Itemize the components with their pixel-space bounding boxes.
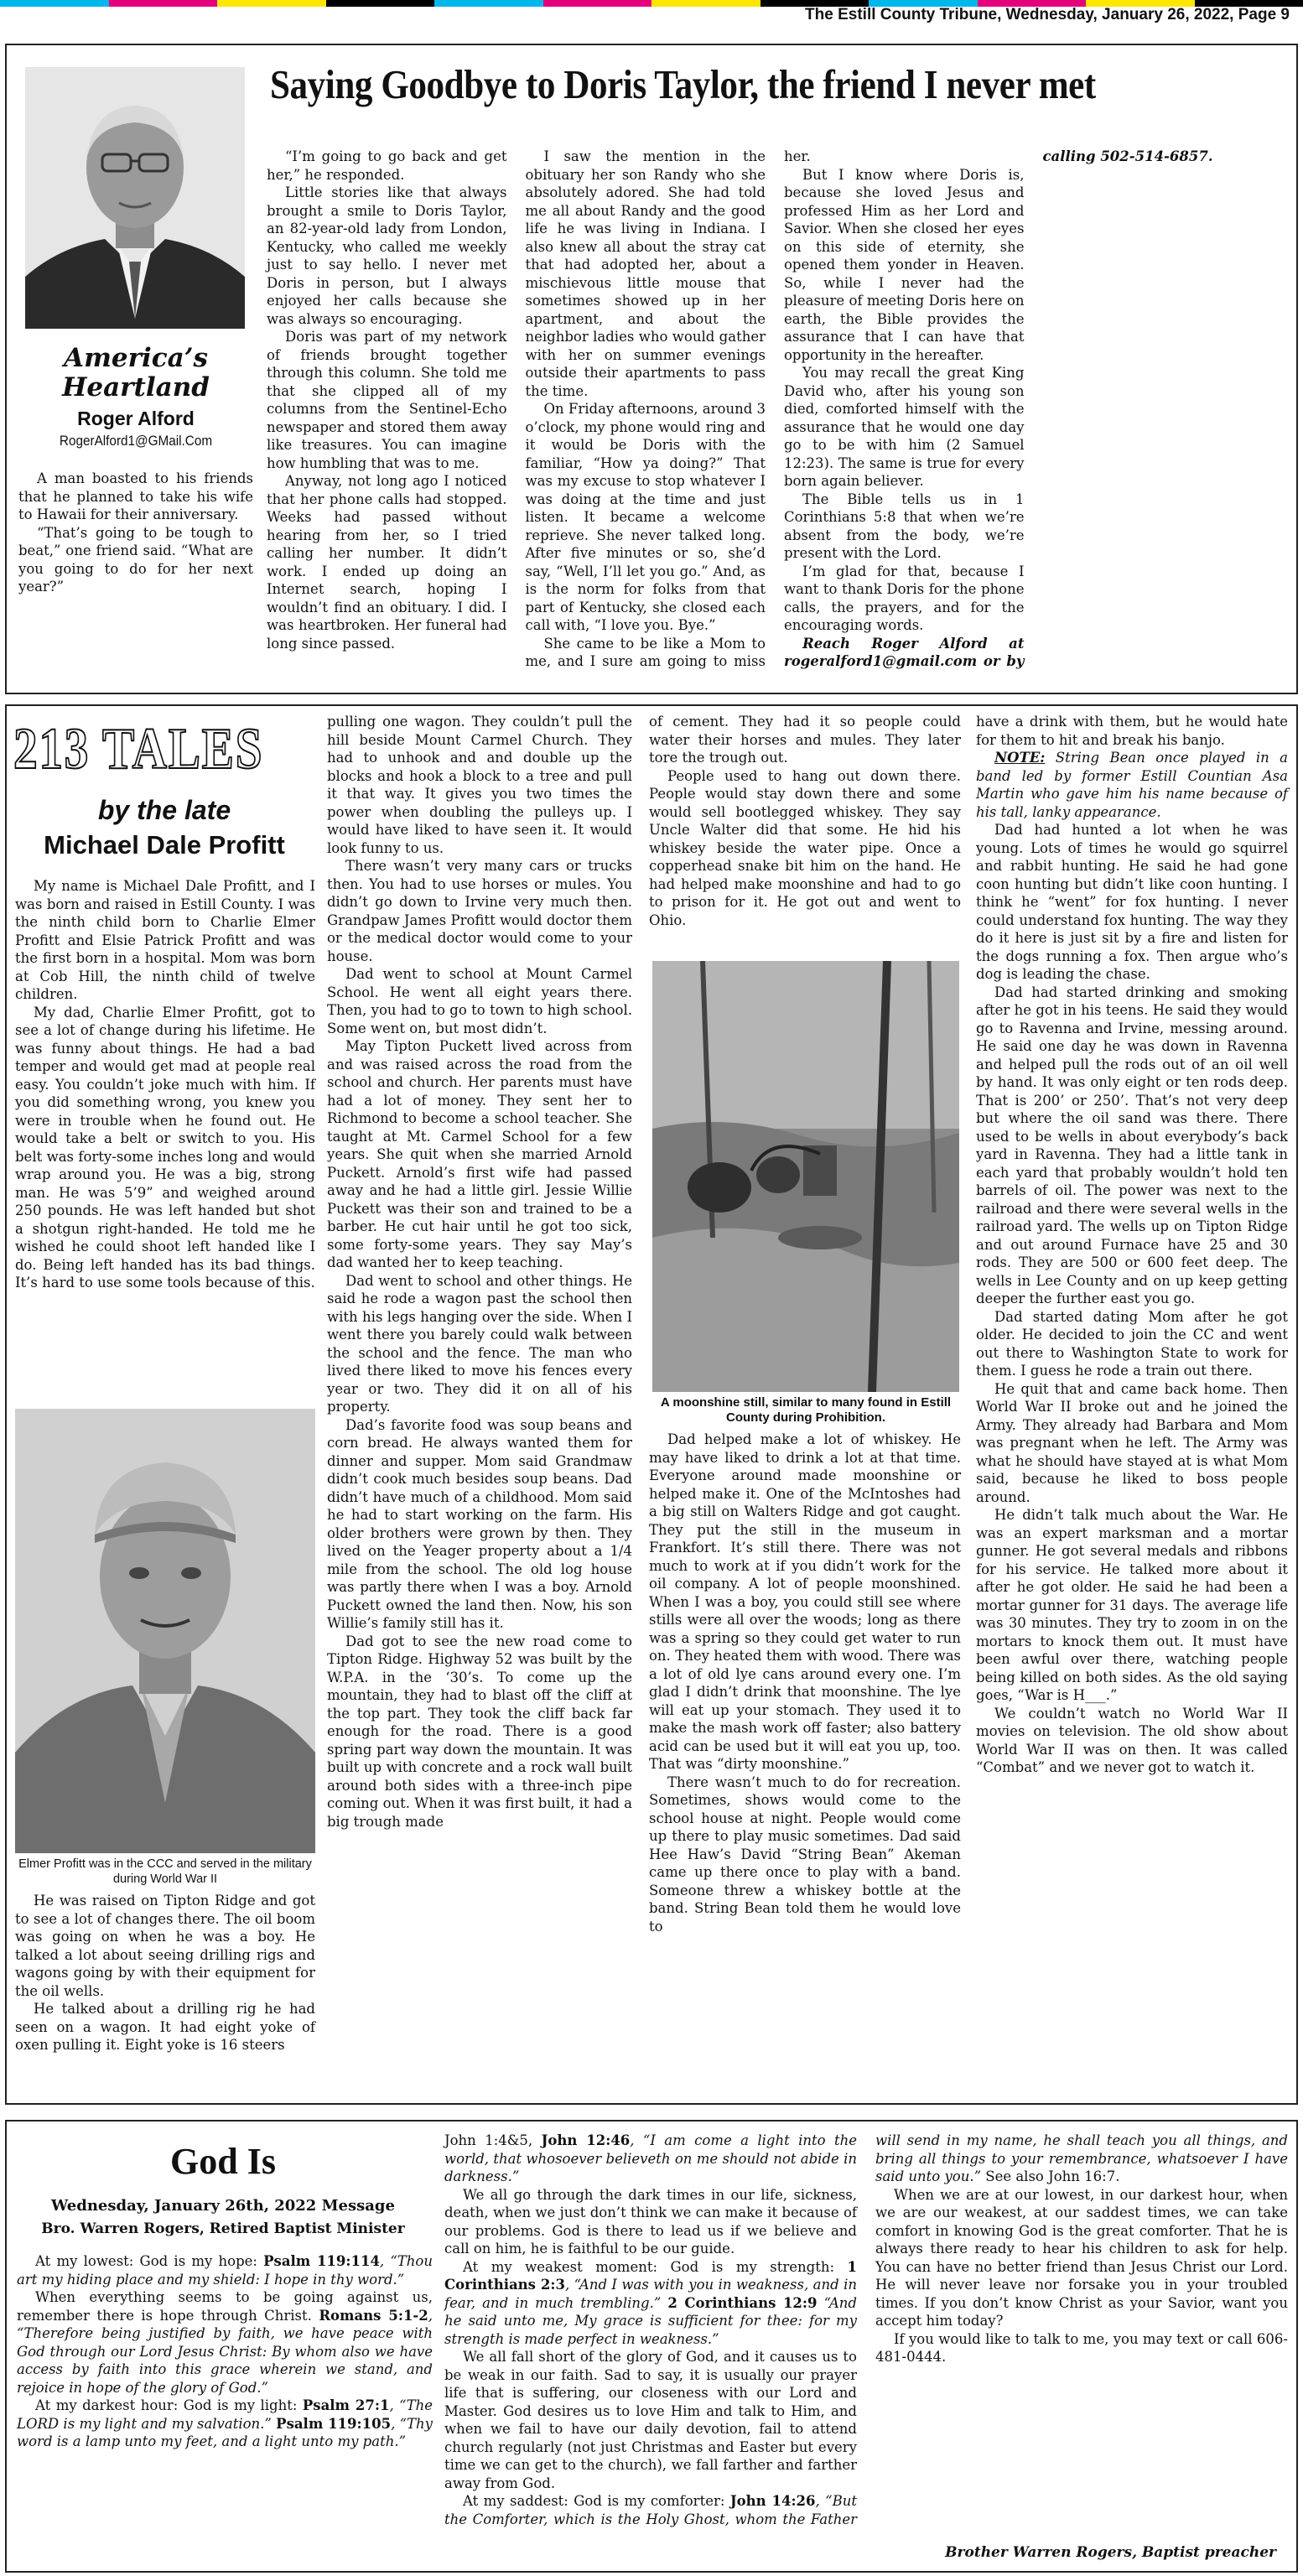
text: At my lowest: God is my hope:: [35, 2253, 264, 2269]
paragraph: We couldn’t watch no World War II movies on television. The old show about World War II was on then. It was called “Combat” and we never got to watch it.: [976, 1705, 1288, 1775]
paragraph: There wasn’t very many cars or trucks then. You had to use horses or mules. You didn’t go down to Irvine very much then. Grandpaw James Profitt would doctor them or the medical doctor would come to your house.: [327, 858, 632, 964]
god-is-right-cols: [444, 2132, 1288, 2542]
author-name: Roger Alford: [77, 408, 195, 429]
scripture-ref: John 14:26: [729, 2493, 816, 2509]
paragraph: There wasn’t much to do for recreation. Sometimes, shows would come to the school house at night. People would come up there to play music sometimes. Dad said Hee Haw’s David “String Bean” Akeman came up there once to play with a band. Someone threw a whiskey bottle at the band. String Bean told them he would love to: [649, 1774, 961, 1935]
god-is-title: God Is: [170, 2141, 276, 2182]
registration-swatch: [217, 0, 326, 7]
paragraph: My dad, Charlie Elmer Profitt, got to see a lot of change during his lifetime. He was funny about things. He had a bad temper and would get mad at people real easy. You couldn’t joke much with him. If you did something wrong, you knew you were in trouble when he found out. He would take a belt or switch to you. His belt was forty-some inches long and would wrap around you. He was a big, strong man. He was 5’9” and weighed around 250 pounds. He was left handed but shot a shotgun right-handed. He told me he wished he could shoot left handed like I do. Being left handed has its bad things. It’s hard to use some tools because of this.: [15, 1004, 315, 1291]
scripture-ref: 2 Corinthians 12:9: [667, 2294, 818, 2311]
registration-swatch: [434, 0, 543, 7]
paragraph: Dad had hunted a lot when he was young. Lots of times he would go squirrel and rabbit hunting. He said he had gone coon hunting but didn’t like coon hunting. I think he “went” for fox hunting. I never could understand fox hunting. The way they do it here is just sit by a fire and listen for the dogs running a fox. Then argue who’s dog is leading the chase.: [976, 822, 1288, 982]
text: See also John 16:7.: [981, 2168, 1120, 2184]
paragraph: The Bible tells us in 1 Corinthians 5:8 that when we’re absent from the body, we’re present with the Lord.: [784, 491, 1025, 561]
scripture-ref: Psalm 119:114: [263, 2253, 380, 2269]
paragraph: But I know where Doris is, because she loved Jesus and professed Him as her Lord and Savior. When she closed her eyes on this side of eternity, she opened them yonder in Heaven. So, while I never had the pleasure of meeting Doris here on earth, the Bible provides the assurance that I can have that opportunity in the hereafter.: [784, 166, 1025, 363]
paragraph: Anyway, not long ago I noticed that her phone calls had stopped. Weeks had passed without hearing from her, so I tried calling her number. It didn’t work. I ended up doing an Internet search, hoping I wouldn’t find an obituary. I did. I was heartbroken. Her funeral had long since passed.: [267, 473, 507, 652]
scripture-quote: , “I am come a light into the world, that whosoever believeth on me should not abide in darkness.”: [444, 2132, 857, 2184]
paragraph: “That’s going to be tough to beat,” one friend said. “What are you going to do for her next year?”: [18, 524, 253, 595]
column-name-line2: Heartland: [62, 372, 210, 402]
paragraph: When we are at our lowest, in our darkest hour, when we are our weakest, at our saddest times, we can take comfort in knowing God is the great comforter. That he is always there ready to hear his children to ask for help. You can have no better friend than Jesus Christ our Lord. He will never leave nor forsake you in your troubled times. If you don’t know Christ as your Savior, want you accept him today?: [875, 2186, 1288, 2329]
page-header-text: The Estill County Tribune, Wednesday, January 26, 2022, Page 9: [805, 6, 1290, 23]
tales-byline-prefix: by the late: [97, 795, 231, 825]
text: At my weakest moment: God is my strength:: [463, 2258, 848, 2275]
god-is-left-col: [17, 2252, 433, 2564]
scripture-ref: Romans 5:1-2: [319, 2307, 428, 2324]
scripture-quote: , “But the Comforter, which is the Holy Ghost, whom the Father will send in my name, he shall teach you all things, and bring all things to your remembrance, whatsoever I have said unto you.”: [444, 2132, 1288, 2527]
text: When everything seems to be going against us, remember there is hope through Christ.: [17, 2289, 433, 2324]
soldier-portrait-image: [15, 1409, 315, 1853]
column-name: [18, 344, 253, 402]
paragraph: “I’m going to go back and get her,” he responded.: [267, 148, 507, 183]
scripture-ref: Psalm 119:105: [276, 2415, 392, 2432]
scripture-ref: Psalm 27:1: [302, 2397, 390, 2413]
paragraph: I saw the mention in the obituary her son Randy who she absolutely adored. She had told me all about Randy and the good life he was living in Indiana. I also knew all about the stray cat that had adopted her, about a mischievous little mouse that sometimes showed up in her apartment, and about the neighbor ladies who would gather with her on summer evenings outside their apartments to pass the time.: [525, 148, 766, 399]
paragraph: If you would like to talk to me, you may text or call 606-481-0444.: [875, 2330, 1288, 2365]
registration-swatch: [109, 0, 218, 7]
tales-author: Michael Dale Profitt: [44, 830, 285, 860]
paragraph: of cement. They had it so people could water their horses and mules. They later tore the trough out.: [649, 714, 961, 766]
god-is-signature: Brother Warren Rogers, Baptist preacher: [945, 2544, 1276, 2561]
paragraph: Dad’s favorite food was soup beans and corn bread. He always wanted them for dinner and supper. Mom said Grandmaw didn’t cook much besides soup beans. Dad didn’t have much of a childhood. Mom said he had to start working on the farm. His older brothers were grown by then. They lived on the Yeager property about a 1/4 mile from the school. The old log house was partly there when I was a boy. Arnold Puckett owned the land then. Now, his son Willie’s family still has it.: [327, 1416, 632, 1631]
column-name-line1: America’s: [64, 343, 208, 373]
paragraph: pulling one wagon. They couldn’t pull the hill beside Mount Carmel Church. They had to unhook and and double up the blocks and hook a block to a tree and pull it that way. It gives you two times the power when doubling the pulleys up. I would have liked to have seen it. It would look funny to us.: [327, 714, 632, 856]
registration-swatch: [326, 0, 435, 7]
author-portrait-image: [25, 67, 245, 329]
paragraph: Dad had started drinking and smoking after he got in his teens. He said they would go to Ravenna and Irvine, messing around. He said one day he was down in Ravenna and helped pull the rods out of an oil well by hand. It was only eight or ten rods deep. That is 200’ or 250’. That’s not very deep but where the oil sand was there. There used to be wells in about everybody’s back yard in Ravenna. They had a little tank in each yard that probably wouldn’t hold ten barrels of oil. The power was next to the railroad and there were several wells in the railroad yard. The wells up on Tipton Ridge and out around Furnace have 25 and 30 rods. They are 500 or 600 feet deep. The wells in Lee County and on up keep getting deeper the further east you go.: [976, 984, 1288, 1306]
paragraph: Dad got to see the new road come to Tipton Ridge. Highway 52 was built by the W.P.A. in the ‘30’s. To come up the mountain, they had to blast off the cliff at the top part. They took the cliff back far enough for the road. There is a good spring part way down the mountain. It was built up with concrete and a rock wall built around both sides with a three-inch pipe coming out. When it was first built, it had a big trough made: [327, 1633, 632, 1830]
paragraph: [444, 2258, 857, 2349]
registration-swatch: [652, 0, 761, 7]
moonshine-still-image: [652, 961, 959, 1392]
author-email: RogerAlford1@GMail.Com: [59, 433, 213, 449]
scripture-quote: , “Therefore being justified by faith, we have peace with God through our Lord Jesus Christ: By whom also we have access by faith into this grace wherein we stand, and rejoice in hope of the glory of God.”: [17, 2307, 433, 2396]
paragraph: You may recall the great King David who, after his young son died, comforted himself with the assurance that he would one day go to be with him (2 Samuel 12:23). The same is true for every born again believer.: [784, 365, 1025, 489]
scripture-ref: 1 Corinthians 2:3: [444, 2258, 857, 2293]
column-body-text: [267, 148, 1283, 681]
paragraph: Dad started dating Mom after he got older. He decided to join the CC and went out there to Washington State to work for them. I guess he rode a train out there.: [976, 1308, 1288, 1379]
paragraph: She came to be like a Mom to me, and I sure am going to miss her.: [525, 148, 811, 669]
scripture-quote: , “The LORD is my light and my salvation.”: [17, 2397, 433, 2432]
editor-note: [976, 749, 1288, 821]
scripture-quote: , “Thou art my hiding place and my shield: I hope in thy word.”: [17, 2253, 433, 2288]
author-contact: Reach Roger Alford at rogeralford1@gmail.com or by calling 502-514-6857.: [784, 148, 1213, 669]
author-photo: [25, 67, 245, 329]
text: At my darkest hour: God is my light:: [35, 2397, 303, 2413]
scripture-quote: , “And I was with you in weakness, and in fear, and in much trembling.”: [444, 2277, 857, 2311]
moonshine-still-photo: [652, 961, 959, 1392]
paragraph: He didn’t talk much about the War. He was an expert marksman and a mortar gunner. He got several medals and ribbons for his service. He talked more about it after he got older. He said he had been a mortar gunner for 31 days. The average life was 30 minutes. They try to zoom in on the mortars to knock them out. It must have been awful over there, watching people being killed on both sides. As the old saying goes, “War is H___.”: [976, 1507, 1288, 1703]
page-header: [0, 7, 1303, 23]
moonshine-photo-caption: A moonshine still, similar to many found in Estill County during Prohibition.: [660, 1395, 952, 1425]
tales-col1-bottom: [15, 1892, 315, 2096]
tales-col2: [327, 713, 632, 2096]
registration-swatch: [543, 0, 652, 7]
paragraph: We all go through the dark times in our life, sickness, death, when we just don’t think we can make it because of our problems. God is there to lead us if we believe and call on him, he is faithful to be our guide.: [444, 2186, 857, 2257]
tales-col3-bottom: [649, 1431, 961, 2096]
paragraph: [17, 2397, 433, 2451]
paragraph: [17, 2252, 433, 2288]
paragraph: Dad helped make a lot of whiskey. He may have liked to drink a lot at that time. Everyone around made moonshine or helped make it. One of the McIntoshes had a big still on Walters Ridge and got caught. They put the still in the museum in Frankfort. It’s still there. There was not much to work at if you didn’t work for the oil company. A lot of people moonshined. When I was a boy, you could still see where stills were all over the woods; long as there was a spring so they could get water to run on. They heated them with wood. There was a lot of old lye cans around every one. I’m glad I didn’t drink that moonshine. The lye will eat up your stomach. They used it to make the mash work off faster; also battery acid can be used but it will eat you up, too. That was “dirty moonshine.”: [649, 1431, 961, 1772]
article-headline: Saying Goodbye to Doris Taylor, the friend I never met: [270, 61, 1096, 107]
text: At my saddest: God is my comforter:: [463, 2493, 730, 2509]
paragraph: Little stories like that always brought a smile to Doris Taylor, an 82-year-old lady from London, Kentucky, who called me weekly just to say hello. I never met Doris in person, but I always enjoyed her calls because she was always so encouraging.: [267, 184, 507, 327]
tales-col4: [976, 713, 1288, 2096]
registration-swatch: [0, 0, 109, 7]
text: John 1:4&5,: [444, 2132, 542, 2148]
paragraph: People used to hang out down there. People would stay down there and some would sell bootlegged whiskey. They say Uncle Walter did that some. He hid his whiskey beside the water pipe. Once a copperhead snake bit him on the hand. He had helped make moonshine and had to go to prison for it. He got out and went to Ohio.: [649, 767, 961, 928]
paragraph: I’m glad for that, because I want to thank Doris for the phone calls, the prayers, and for the encouraging words.: [784, 563, 1025, 633]
elmer-photo-caption: Elmer Profitt was in the CCC and served in the military during World War II: [18, 1857, 312, 1886]
tales-col1-top: [15, 877, 315, 1405]
paragraph: Dad went to school at Mount Carmel School. He went all eight years there. Then, you had to go to town to high school. Some went on, but most didn’t.: [327, 966, 632, 1036]
scripture-quote: “And he said unto me, My grace is sufficient for thee: for my strength is made perfect in weakness.”: [444, 2294, 857, 2347]
paragraph: [17, 2288, 433, 2397]
paragraph: A man boasted to his friends that he planned to take his wife to Hawaii for their anniversary.: [18, 470, 253, 522]
paragraph: He quit that and came back home. Then World War II broke out and he joined the Army. They already had Barbara and Mom was pregnant when he left. The Army was what he should have stayed at is what Mom said, because he liked to boss people around.: [976, 1380, 1288, 1505]
god-is-date: Wednesday, January 26th, 2022 Message: [51, 2197, 395, 2215]
paragraph: have a drink with them, but he would hate for them to hit and break his banjo.: [976, 714, 1288, 748]
paragraph: He was raised on Tipton Ridge and got to see a lot of changes there. The oil boom was going on when he was a boy. He talked a lot about seeing drilling rigs and wagons going by with their equipment for the oil wells.: [15, 1893, 315, 1999]
paragraph: May Tipton Puckett lived across from and was raised across the road from the school and church. Her parents must have had a lot of money. They sent her to Richmond to become a school teacher. She taught at Mt. Carmel School for a few years. She quit when she married Arnold Puckett. Arnold’s first wife had passed away and he had a little girl. Jessie Willie Puckett was their son and trained to be a barber. He cut hair until he got too sick, some forty-some years. They say May’s dad wanted her to keep teaching.: [327, 1038, 632, 1270]
paragraph: We all fall short of the glory of God, and it causes us to be weak in our faith. Sad to say, it is usually our prayer life that is suffering, our closeness with our Lord and Master. God desires us to love Him and talk to Him, and when we fail to have our daily devotion, fail to attend church regularly (not just Christmas and Easter but every time we can get to the church), we fall farther and farther away from God.: [444, 2349, 857, 2491]
paragraph: My name is Michael Dale Profitt, and I was born and raised in Estill County. I was the ninth child born to Charlie Elmer Profitt and Elsie Patrick Profitt and was the first born in a hospital. Mom was born at Cob Hill, the ninth child of twelve children.: [15, 878, 315, 1002]
scripture-ref: John 12:46: [541, 2132, 631, 2148]
tales-col3-top: [649, 713, 961, 964]
elmer-profitt-photo: [15, 1409, 315, 1853]
paragraph: Doris was part of my network of friends brought together through this column. She told me that she clipped all of my columns from the Sentinel-Echo newspaper and stored them away like treasures. You can imagine how humbling that was to me.: [267, 329, 507, 471]
tales-title: 213 TALES: [13, 717, 264, 782]
paragraph: On Friday afternoons, around 3 o’clock, my phone would ring and it would be Doris with the familiar, “How ya doing?” That was my excuse to stop whatever I was doing at the time and just listen. It became a welcome reprieve. She never talked long. After five minutes or so, she’d say, “Well, I’ll let you go.” And, as is the norm for folks from that part of Kentucky, she closed each call with, “I love you. Bye.”: [525, 401, 766, 633]
editor-note-text: String Bean once played in a band led by former Estill Countian Asa Martin who gave him his name because of his tall, lanky appearance.: [976, 750, 1288, 820]
scripture-quote: , “Thy word is a lamp unto my feet, and a light unto my path.”: [17, 2415, 433, 2449]
god-is-author: Bro. Warren Rogers, Retired Baptist Minister: [41, 2220, 405, 2237]
paragraph: Dad went to school and other things. He said he rode a wagon past the school then with his legs hanging over the side. When I went there you barely could walk between the school and the fence. The man who lived there liked to move his fences every year or two. They did it on all of his property.: [327, 1272, 632, 1415]
editor-note-label: NOTE:: [994, 750, 1046, 766]
paragraph: He talked about a drilling rig he had seen on a wagon. It had eight yoke of oxen pulling it. Eight yoke is 16 steers: [15, 2001, 315, 2053]
column-left-text: [18, 470, 253, 671]
paragraph: [444, 2132, 857, 2186]
